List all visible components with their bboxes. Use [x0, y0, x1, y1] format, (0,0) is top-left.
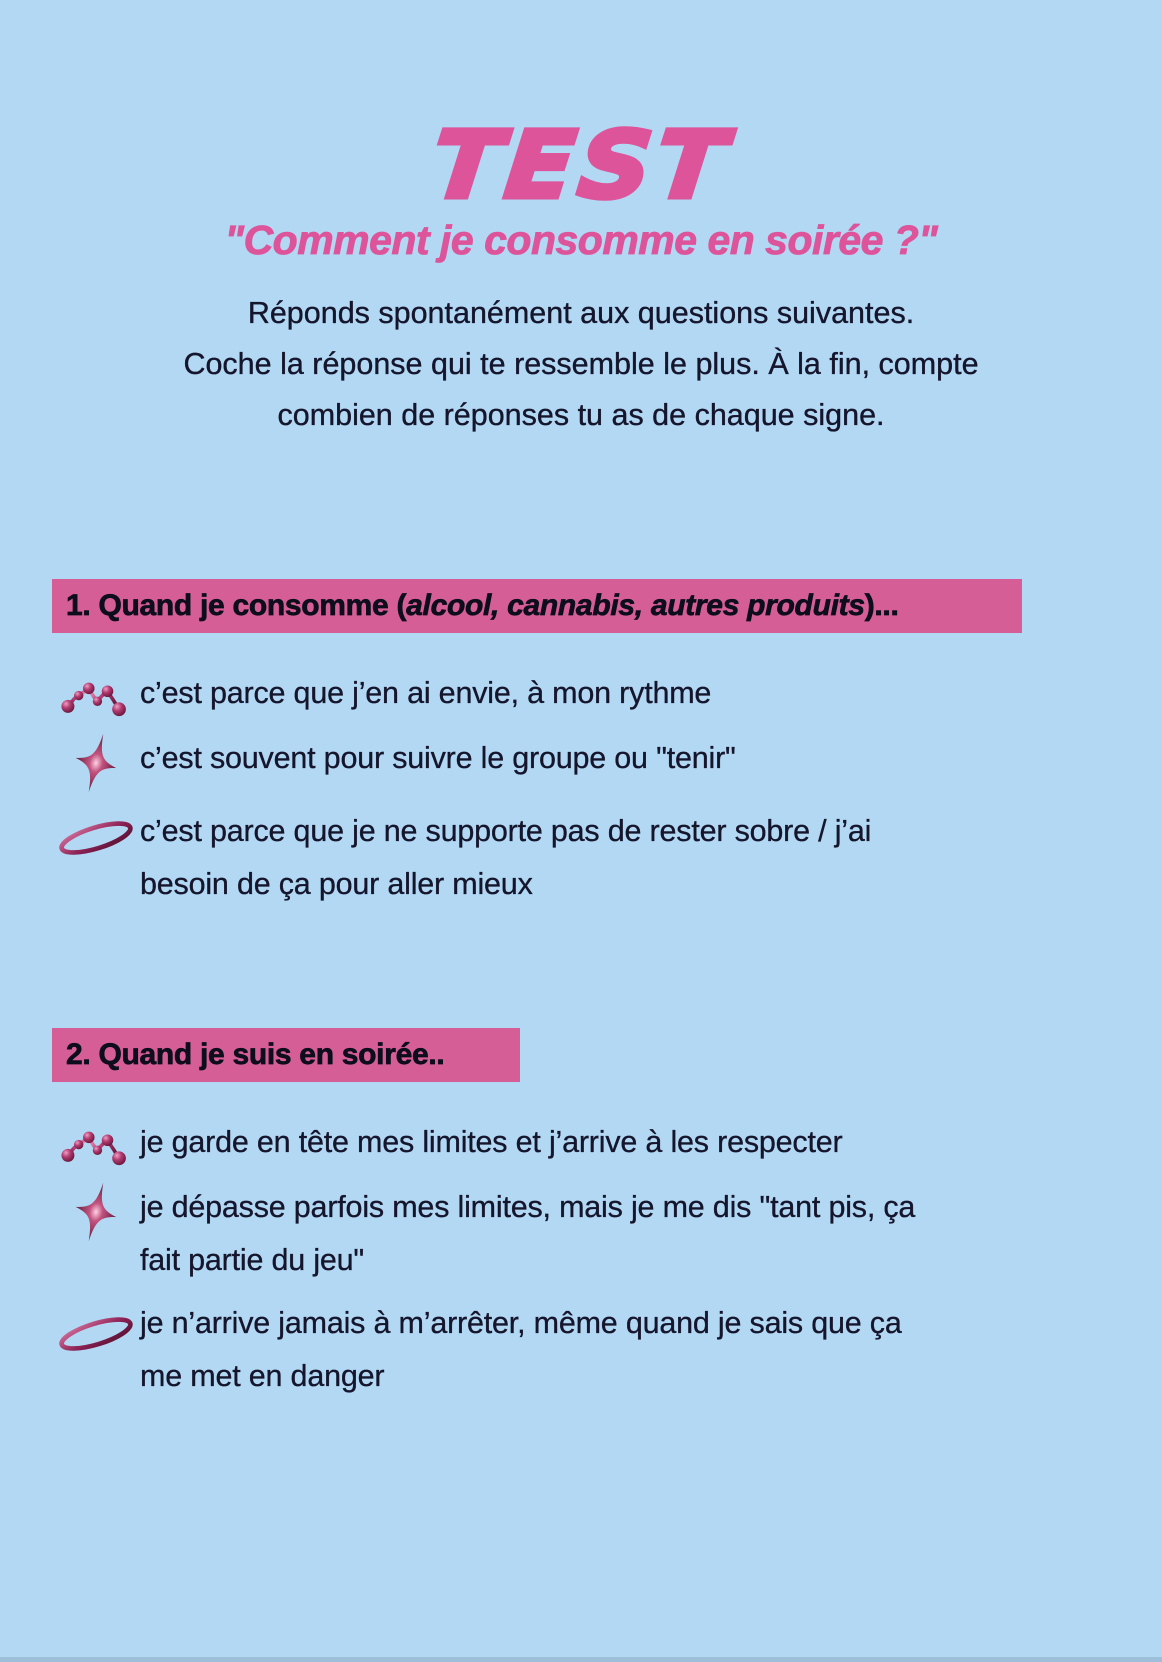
- option-text: [140, 667, 711, 719]
- section-2-heading-bar: [52, 1028, 520, 1082]
- intro-line: Coche la réponse qui te ressemble le plus. À la fin, compte: [183, 346, 979, 381]
- option-line: c’est parce que je ne supporte pas de rester sobre / j’ai: [140, 814, 872, 849]
- page-subtitle: "Comment je consomme en soirée ?": [224, 216, 938, 263]
- option-text: [140, 1181, 915, 1286]
- option-text: [140, 805, 871, 910]
- option-row: [52, 732, 1122, 794]
- option-text: [140, 1297, 902, 1402]
- section-question-1: [0, 579, 1162, 910]
- section-2-heading: [66, 1038, 444, 1072]
- option-row: [52, 1181, 1122, 1286]
- intro-line: Réponds spontanément aux questions suivantes.: [247, 295, 915, 330]
- option-line: besoin de ça pour aller mieux: [140, 866, 533, 901]
- option-line: fait partie du jeu": [140, 1242, 365, 1277]
- heading-text: )...: [864, 589, 899, 623]
- option-row: [52, 1297, 1122, 1402]
- section-1-options: [52, 667, 1122, 910]
- option-line: me met en danger: [140, 1358, 385, 1393]
- section-question-2: [0, 1028, 1162, 1402]
- page-bottom-edge: [0, 1657, 1162, 1662]
- splash-icon: [52, 1122, 140, 1170]
- section-1-heading-bar: [52, 579, 1022, 633]
- option-line: je dépasse parfois mes limites, mais je me dis "tant pis, ça: [140, 1190, 916, 1225]
- section-1-heading: [66, 589, 899, 623]
- option-line: c’est souvent pour suivre le groupe ou "tenir": [140, 741, 736, 776]
- splash-icon: [52, 673, 140, 721]
- page-title: TEST: [427, 112, 736, 219]
- option-row: [52, 805, 1122, 910]
- heading-text: 1. Quand je consomme (: [66, 589, 407, 623]
- section-2-options: [52, 1116, 1122, 1402]
- option-row: [52, 667, 1122, 721]
- flyer-header: [0, 0, 1162, 441]
- option-row: [52, 1116, 1122, 1170]
- option-text: [140, 1116, 842, 1168]
- option-line: je garde en tête mes limites et j’arrive à les respecter: [140, 1125, 843, 1160]
- sparkle-icon: [52, 1181, 140, 1243]
- intro-text: [0, 288, 1162, 442]
- sparkle-icon: [52, 732, 140, 794]
- heading-text: 2. Quand je suis en soirée..: [66, 1038, 445, 1072]
- ring-icon: [52, 1311, 140, 1357]
- option-line: c’est parce que j’en ai envie, à mon rythme: [140, 676, 712, 711]
- option-text: [140, 732, 736, 784]
- option-line: je n’arrive jamais à m’arrêter, même quand je sais que ça: [140, 1306, 902, 1341]
- ring-icon: [52, 815, 140, 861]
- heading-italic-text: alcool, cannabis, autres produits: [406, 589, 865, 623]
- intro-line: combien de réponses tu as de chaque signe.: [277, 398, 885, 433]
